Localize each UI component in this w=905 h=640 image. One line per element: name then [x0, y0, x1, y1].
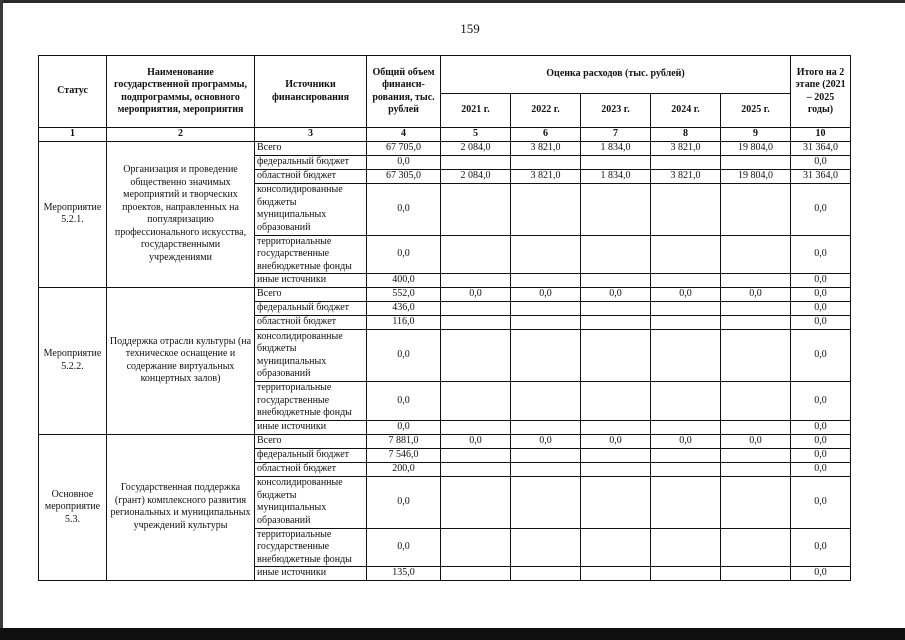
- header-status: Статус: [39, 56, 107, 128]
- year-2021-cell: [441, 462, 511, 476]
- year-2021-cell: [441, 567, 511, 581]
- year-2025-cell: 0,0: [721, 434, 791, 448]
- year-2021-cell: 2 084,0: [441, 169, 511, 183]
- year-2023-cell: 1 834,0: [581, 141, 651, 155]
- itogo-cell: 0,0: [791, 235, 851, 274]
- year-2023-cell: 0,0: [581, 288, 651, 302]
- source-cell: областной бюджет: [255, 462, 367, 476]
- year-2025-cell: [721, 448, 791, 462]
- source-cell: областной бюджет: [255, 169, 367, 183]
- table-row: [39, 141, 851, 155]
- year-2023-cell: 1 834,0: [581, 169, 651, 183]
- col-number: 7: [581, 128, 651, 142]
- year-2022-cell: [511, 330, 581, 382]
- col-number: 5: [441, 128, 511, 142]
- year-2024-cell: [651, 316, 721, 330]
- year-2023-cell: [581, 567, 651, 581]
- source-cell: консолидированные бюджеты муниципальных образований: [255, 476, 367, 528]
- table-row: [39, 288, 851, 302]
- budget-table: [38, 55, 851, 581]
- itogo-cell: 0,0: [791, 330, 851, 382]
- year-2024-cell: 3 821,0: [651, 169, 721, 183]
- year-2022-cell: 3 821,0: [511, 141, 581, 155]
- total-cell: 67 705,0: [367, 141, 441, 155]
- source-cell: территориальные государственные внебюджетные фонды: [255, 528, 367, 567]
- total-cell: 7 546,0: [367, 448, 441, 462]
- total-cell: 552,0: [367, 288, 441, 302]
- year-2021-cell: 0,0: [441, 434, 511, 448]
- itogo-cell: 0,0: [791, 316, 851, 330]
- scan-edge-bottom: [0, 628, 905, 640]
- header-year-2024: 2024 г.: [651, 94, 721, 128]
- year-2023-cell: [581, 420, 651, 434]
- year-2024-cell: [651, 382, 721, 421]
- year-2024-cell: [651, 302, 721, 316]
- year-2024-cell: 0,0: [651, 288, 721, 302]
- total-cell: 0,0: [367, 382, 441, 421]
- status-cell: Основное мероприятие 5.3.: [39, 434, 107, 581]
- source-cell: территориальные государственные внебюджетные фонды: [255, 235, 367, 274]
- year-2023-cell: [581, 274, 651, 288]
- year-2021-cell: [441, 420, 511, 434]
- itogo-cell: 0,0: [791, 288, 851, 302]
- total-cell: 116,0: [367, 316, 441, 330]
- year-2023-cell: [581, 155, 651, 169]
- year-2023-cell: [581, 476, 651, 528]
- year-2023-cell: [581, 528, 651, 567]
- header-row: [39, 56, 851, 94]
- itogo-cell: 0,0: [791, 476, 851, 528]
- source-cell: иные источники: [255, 274, 367, 288]
- header-name: Наименование государственной программы, подпрограммы, основного мероприятия, мероприятия: [107, 56, 255, 128]
- source-cell: консолидированные бюджеты муниципальных образований: [255, 183, 367, 235]
- page-number: 159: [460, 21, 480, 36]
- year-2022-cell: [511, 155, 581, 169]
- col-number: 8: [651, 128, 721, 142]
- total-cell: 0,0: [367, 330, 441, 382]
- col-number: 6: [511, 128, 581, 142]
- year-2024-cell: [651, 330, 721, 382]
- header-year-2021: 2021 г.: [441, 94, 511, 128]
- header-year-2023: 2023 г.: [581, 94, 651, 128]
- itogo-cell: 0,0: [791, 274, 851, 288]
- header-year-2022: 2022 г.: [511, 94, 581, 128]
- budget-table-body: [39, 56, 851, 581]
- year-2025-cell: [721, 567, 791, 581]
- total-cell: 67 305,0: [367, 169, 441, 183]
- year-2022-cell: [511, 235, 581, 274]
- total-cell: 436,0: [367, 302, 441, 316]
- year-2021-cell: [441, 316, 511, 330]
- source-cell: федеральный бюджет: [255, 448, 367, 462]
- year-2023-cell: [581, 462, 651, 476]
- total-cell: 0,0: [367, 155, 441, 169]
- year-2021-cell: [441, 448, 511, 462]
- source-cell: областной бюджет: [255, 316, 367, 330]
- total-cell: 0,0: [367, 528, 441, 567]
- source-cell: Всего: [255, 141, 367, 155]
- year-2025-cell: 0,0: [721, 288, 791, 302]
- total-cell: 200,0: [367, 462, 441, 476]
- year-2023-cell: [581, 235, 651, 274]
- year-2025-cell: 19 804,0: [721, 169, 791, 183]
- year-2025-cell: [721, 302, 791, 316]
- source-cell: федеральный бюджет: [255, 302, 367, 316]
- status-cell: Мероприятие 5.2.2.: [39, 288, 107, 435]
- year-2025-cell: [721, 382, 791, 421]
- source-cell: иные источники: [255, 567, 367, 581]
- itogo-cell: 0,0: [791, 434, 851, 448]
- source-cell: территориальные государственные внебюджетные фонды: [255, 382, 367, 421]
- year-2021-cell: [441, 235, 511, 274]
- itogo-cell: 31 364,0: [791, 141, 851, 155]
- col-number: 4: [367, 128, 441, 142]
- year-2022-cell: [511, 274, 581, 288]
- year-2023-cell: [581, 302, 651, 316]
- year-2023-cell: 0,0: [581, 434, 651, 448]
- header-itogo: Итого на 2 этапе (2021 – 2025 годы): [791, 56, 851, 128]
- year-2023-cell: [581, 330, 651, 382]
- itogo-cell: 0,0: [791, 462, 851, 476]
- year-2023-cell: [581, 382, 651, 421]
- table-row: [39, 434, 851, 448]
- year-2024-cell: [651, 448, 721, 462]
- itogo-cell: 0,0: [791, 382, 851, 421]
- year-2021-cell: [441, 476, 511, 528]
- year-2023-cell: [581, 448, 651, 462]
- year-2025-cell: [721, 476, 791, 528]
- total-cell: 0,0: [367, 476, 441, 528]
- year-2022-cell: 3 821,0: [511, 169, 581, 183]
- year-2022-cell: 0,0: [511, 434, 581, 448]
- year-2021-cell: [441, 302, 511, 316]
- year-2023-cell: [581, 316, 651, 330]
- status-cell: Мероприятие 5.2.1.: [39, 141, 107, 288]
- scan-edge-top: [0, 0, 905, 3]
- year-2025-cell: 19 804,0: [721, 141, 791, 155]
- year-2022-cell: [511, 448, 581, 462]
- activity-name-cell: Организация и проведение общественно значимых мероприятий и творческих проектов, направленных на популяризацию профессионального искусства, государственными учреждениями: [107, 141, 255, 288]
- year-2024-cell: [651, 183, 721, 235]
- source-cell: федеральный бюджет: [255, 155, 367, 169]
- year-2024-cell: 0,0: [651, 434, 721, 448]
- activity-name-cell: Поддержка отрасли культуры (на техническое оснащение и содержание виртуальных концертных залов): [107, 288, 255, 435]
- year-2024-cell: [651, 420, 721, 434]
- col-number: 9: [721, 128, 791, 142]
- year-2021-cell: [441, 330, 511, 382]
- header-year-2025: 2025 г.: [721, 94, 791, 128]
- year-2022-cell: [511, 302, 581, 316]
- year-2024-cell: [651, 567, 721, 581]
- year-2025-cell: [721, 462, 791, 476]
- total-cell: 0,0: [367, 183, 441, 235]
- col-number: 1: [39, 128, 107, 142]
- year-2024-cell: [651, 155, 721, 169]
- year-2021-cell: [441, 183, 511, 235]
- column-number-row: [39, 128, 851, 142]
- itogo-cell: 0,0: [791, 567, 851, 581]
- year-2025-cell: [721, 274, 791, 288]
- itogo-cell: 31 364,0: [791, 169, 851, 183]
- header-total: Общий объем финанси-рования, тыс. рублей: [367, 56, 441, 128]
- itogo-cell: 0,0: [791, 155, 851, 169]
- scan-edge-left: [0, 0, 3, 628]
- itogo-cell: 0,0: [791, 420, 851, 434]
- itogo-cell: 0,0: [791, 448, 851, 462]
- header-sources: Источники финансирования: [255, 56, 367, 128]
- year-2021-cell: [441, 274, 511, 288]
- year-2024-cell: 3 821,0: [651, 141, 721, 155]
- year-2022-cell: [511, 420, 581, 434]
- year-2025-cell: [721, 235, 791, 274]
- year-2022-cell: [511, 316, 581, 330]
- year-2025-cell: [721, 155, 791, 169]
- year-2025-cell: [721, 316, 791, 330]
- source-cell: Всего: [255, 434, 367, 448]
- itogo-cell: 0,0: [791, 183, 851, 235]
- year-2022-cell: [511, 476, 581, 528]
- activity-name-cell: Государственная поддержка (грант) комплексного развития региональных и муниципальных учреждений культуры: [107, 434, 255, 581]
- year-2021-cell: [441, 528, 511, 567]
- source-cell: консолидированные бюджеты муниципальных образований: [255, 330, 367, 382]
- total-cell: 0,0: [367, 235, 441, 274]
- total-cell: 0,0: [367, 420, 441, 434]
- year-2024-cell: [651, 274, 721, 288]
- year-2022-cell: [511, 382, 581, 421]
- year-2023-cell: [581, 183, 651, 235]
- year-2022-cell: [511, 183, 581, 235]
- header-estimate: Оценка расходов (тыс. рублей): [441, 56, 791, 94]
- total-cell: 135,0: [367, 567, 441, 581]
- year-2021-cell: 0,0: [441, 288, 511, 302]
- total-cell: 7 881,0: [367, 434, 441, 448]
- year-2025-cell: [721, 330, 791, 382]
- year-2025-cell: [721, 420, 791, 434]
- year-2025-cell: [721, 183, 791, 235]
- itogo-cell: 0,0: [791, 528, 851, 567]
- col-number: 2: [107, 128, 255, 142]
- year-2025-cell: [721, 528, 791, 567]
- year-2021-cell: [441, 382, 511, 421]
- itogo-cell: 0,0: [791, 302, 851, 316]
- year-2021-cell: [441, 155, 511, 169]
- year-2024-cell: [651, 476, 721, 528]
- col-number: 3: [255, 128, 367, 142]
- source-cell: Всего: [255, 288, 367, 302]
- year-2022-cell: [511, 528, 581, 567]
- year-2022-cell: [511, 462, 581, 476]
- year-2021-cell: 2 084,0: [441, 141, 511, 155]
- year-2022-cell: [511, 567, 581, 581]
- col-number: 10: [791, 128, 851, 142]
- year-2024-cell: [651, 528, 721, 567]
- source-cell: иные источники: [255, 420, 367, 434]
- year-2022-cell: 0,0: [511, 288, 581, 302]
- total-cell: 400,0: [367, 274, 441, 288]
- year-2024-cell: [651, 462, 721, 476]
- year-2024-cell: [651, 235, 721, 274]
